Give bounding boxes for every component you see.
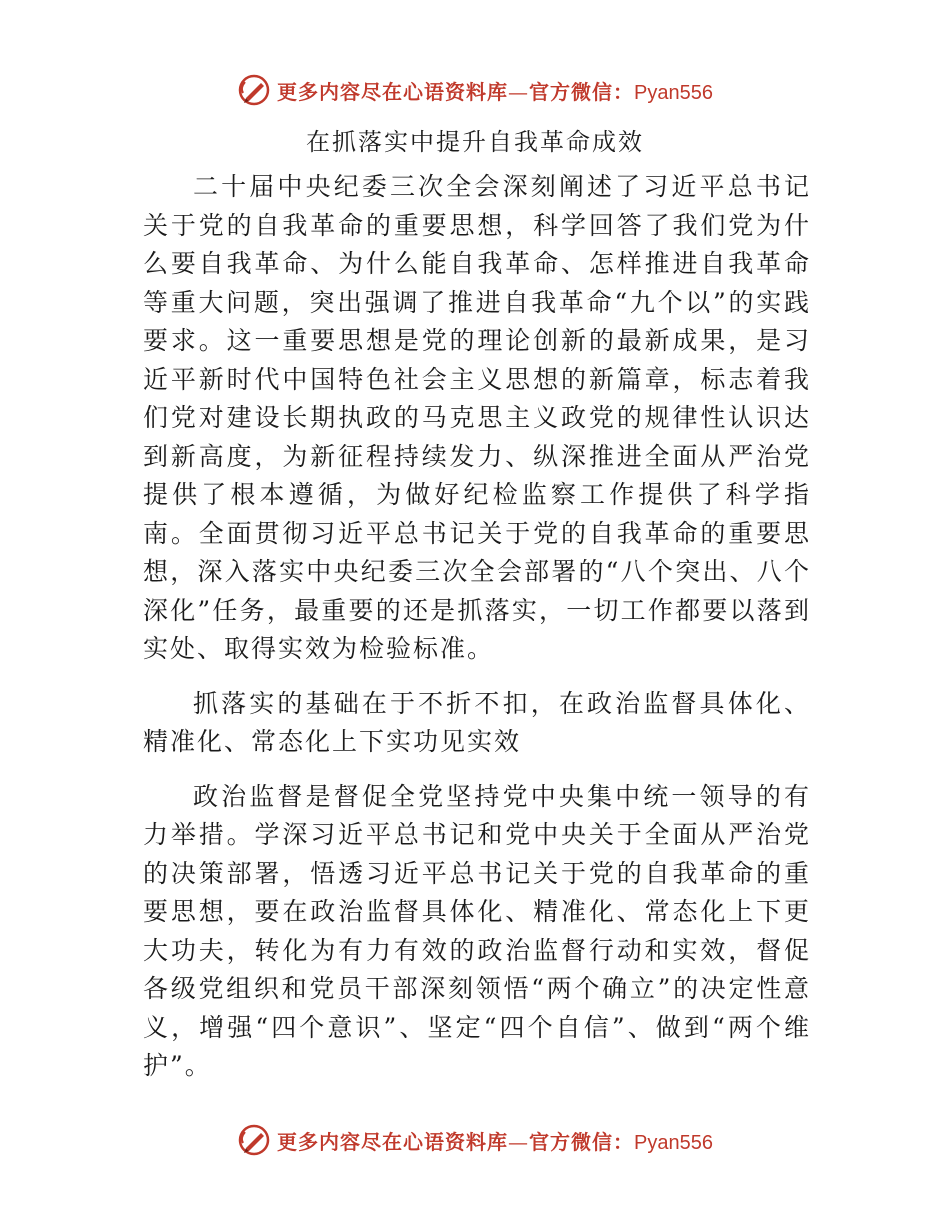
- paragraph-3: 政治监督是督促全党坚持党中央集中统一领导的有力举措。学深习近平总书记和党中央关于全面从严治党的决策部署，悟透习近平总书记关于党的自我革命的重要思想，要在政治监督具体化、精准化、常态化上下更大功夫，转化为有力有效的政治监督行动和实效，督促各级党组织和党员干部深刻领悟“两个确立”的决定性意义，增强“四个意识”、坚定“四个自信”、做到“两个维护”。: [143, 781, 811, 1080]
- banner-promo-text: 更多内容尽在心语资料库: [277, 79, 509, 104]
- banner-wechat-label: 官方微信：: [529, 1129, 635, 1154]
- banner-promo-text: 更多内容尽在心语资料库: [277, 1129, 509, 1154]
- pen-logo-icon: [237, 73, 271, 107]
- banner-text: [277, 1126, 713, 1155]
- banner-wechat-id: Pyan556: [634, 81, 713, 104]
- banner-content: [237, 73, 713, 107]
- paragraph-1: 二十届中央纪委三次全会深刻阐述了习近平总书记关于党的自我革命的重要思想，科学回答了我们党为什么要自我革命、为什么能自我革命、怎样推进自我革命等重大问题，突出强调了推进自我革命“九个以”的实践要求。这一重要思想是党的理论创新的最新成果，是习近平新时代中国特色社会主义思想的新篇章，标志着我们党对建设长期执政的马克思主义政党的规律性认识达到新高度，为新征程持续发力、纵深推进全面从严治党提供了根本遵循，为做好纪检监察工作提供了科学指南。全面贯彻习近平总书记关于党的自我革命的重要思想，深入落实中央纪委三次全会部署的“八个突出、八个深化”任务，最重要的还是抓落实，一切工作都要以落到实处、取得实效为检验标准。: [143, 172, 811, 663]
- banner-text: [277, 76, 713, 105]
- header-banner: [0, 70, 950, 110]
- footer-banner: [0, 1120, 950, 1160]
- paragraph-2: 抓落实的基础在于不折不扣，在政治监督具体化、精准化、常态化上下实功见实效: [143, 688, 811, 756]
- banner-separator: —: [508, 1129, 530, 1154]
- pen-logo-icon: [237, 1123, 271, 1157]
- banner-separator: —: [508, 79, 530, 104]
- banner-wechat-id: Pyan556: [634, 1131, 713, 1154]
- banner-wechat-label: 官方微信：: [529, 79, 635, 104]
- banner-content: [237, 1123, 713, 1157]
- document-title: 在抓落实中提升自我革命成效: [306, 128, 644, 156]
- document-body: [143, 168, 811, 1102]
